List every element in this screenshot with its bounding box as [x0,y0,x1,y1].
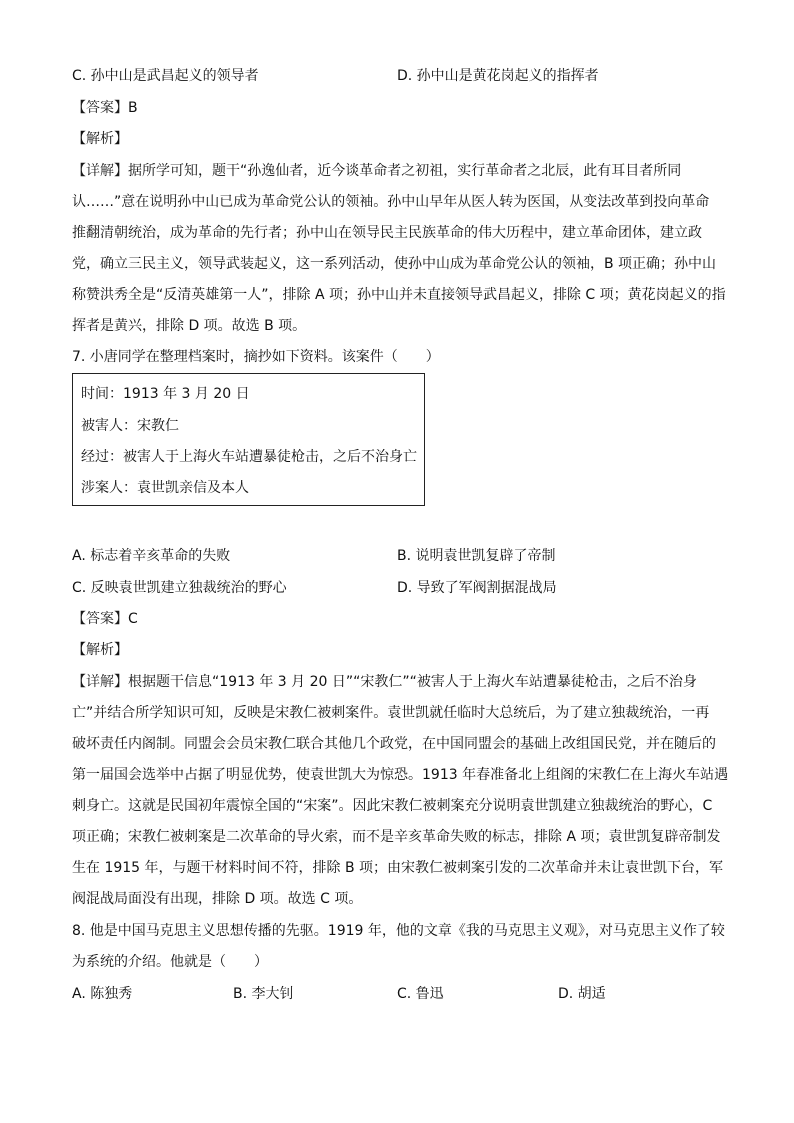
q6-detail-line-2: 认……”意在说明孙中山已成为革命党公认的领袖。孙中山早年从医人转为医国，从变法改革到投向革命 [72,194,710,210]
q7-detail-line-3: 破坏责任内阁制。同盟会会员宋教仁联合其他几个政党，在中国同盟会的基础上改组国民党，并在随后的 [72,736,716,752]
q7-detail-line-5: 刺身亡。这就是民国初年震惊全国的“宋案”。因此宋教仁被刺案充分说明袁世凯建立独裁统治的野心，C [72,798,713,814]
q7-stem: 7. 小唐同学在整理档案时，摘抄如下资料。该案件（ ） [72,349,440,365]
q6-detail-line-1 [72,161,681,181]
q6-detail-line-5: 称赞洪秀全是“反清英雄第一人”，排除 A 项；孙中山并未直接领导武昌起义，排除 C 项；黄花岗起义的指 [72,287,726,303]
q8-option-a: A. 陈独秀 [72,986,133,1002]
detail-tag: 【详解】 [72,163,128,179]
answer-tag: 【答案】 [72,611,128,627]
record-suspects: 涉案人：袁世凯亲信及本人 [81,480,249,496]
q8-stem-line-1: 8. 他是中国马克思主义思想传播的先驱。1919 年，他的文章《我的马克思主义观》，对马克思主义作了较 [72,923,725,939]
answer-value: B [128,100,138,116]
q8-stem-line-2: 为系统的介绍。他就是（ ） [72,954,268,970]
q7-detail-line-4: 第一届国会选举中占据了明显优势，使袁世凯大为惊恐。1913 年春准备北上组阁的宋教仁在上海火车站遇 [72,767,729,783]
q6-detail-line-3: 推翻清朝统治，成为革命的先行者；孙中山在领导民主民族革命的伟大历程中，建立革命团体，建立政 [72,225,702,241]
q7-record-box [72,373,425,506]
q7-option-c: C. 反映袁世凯建立独裁统治的野心 [72,580,287,596]
record-process: 经过：被害人于上海火车站遭暴徒枪击，之后不治身亡 [81,449,417,465]
q6-detail-line-6: 挥者是黄兴，排除 D 项。故选 B 项。 [72,318,307,334]
answer-tag: 【答案】 [72,100,128,116]
q6-detail-line-4: 党，确立三民主义，领导武装起义，这一系列活动，使孙中山成为革命党公认的领袖，B 项正确；孙中山 [72,256,717,272]
q7-detail-line-6: 项正确；宋教仁被刺案是二次革命的导火索，而不是辛亥革命失败的标志，排除 A 项；袁世凯复辟帝制发 [72,829,721,845]
record-time: 时间：1913 年 3 月 20 日 [81,386,250,402]
q6-option-d: D. 孙中山是黄花岗起义的指挥者 [397,68,599,84]
q6-analysis-tag: 【解析】 [72,131,128,147]
q7-option-a: A. 标志着辛亥革命的失败 [72,548,231,564]
q6-answer [72,98,138,118]
q7-detail-line-7: 生在 1915 年，与题干材料时间不符，排除 B 项；由宋教仁被刺案引发的二次革命并未让袁世凯下台，军 [72,860,724,876]
q7-answer [72,609,138,629]
q8-option-b: B. 李大钊 [233,986,294,1002]
detail-text: 根据题干信息“1913 年 3 月 20 日”“宋教仁”“被害人于上海火车站遭暴徒枪击，之后不治身 [128,674,697,690]
detail-tag: 【详解】 [72,674,128,690]
q7-option-b: B. 说明袁世凯复辟了帝制 [397,548,556,564]
q8-option-c: C. 鲁迅 [397,986,444,1002]
record-victim: 被害人：宋教仁 [81,418,179,434]
detail-text: 据所学可知，题干“孙逸仙者，近今谈革命者之初祖，实行革命者之北辰，此有耳目者所同 [128,163,682,179]
q7-detail-line-8: 阀混战局面没有出现，排除 D 项。故选 C 项。 [72,891,363,907]
q7-detail-line-1 [72,672,697,692]
q6-option-c: C. 孙中山是武昌起义的领导者 [72,68,259,84]
q7-analysis-tag: 【解析】 [72,642,128,658]
q8-option-d: D. 胡适 [558,986,606,1002]
answer-value: C [128,611,138,627]
q7-option-d: D. 导致了军阀割据混战局 [397,580,557,596]
q7-detail-line-2: 亡”并结合所学知识可知，反映是宋教仁被刺案件。袁世凯就任临时大总统后，为了建立独裁统治，一再 [72,705,710,721]
